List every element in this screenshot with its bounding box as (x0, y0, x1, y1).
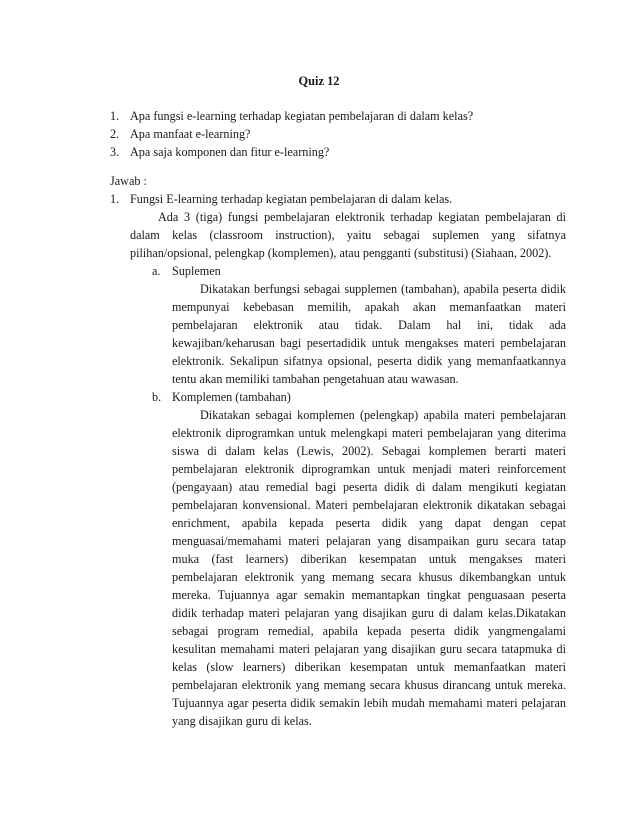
sub-item-paragraph: Dikatakan sebagai komplemen (pelengkap) apabila materi pembelajaran elektronik diprogramkan untuk melengkapi materi pembelajaran yang diterima siswa di dalam kelas (Lewis, 2002). Sebagai komplemen berarti materi pembelajaran elektronik diprogramkan untuk menjadi materi reinforcement (pengayaan) atau remedial bagi peserta didik di dalam mengikuti kegiatan pembelajaran konvensional. Materi pembelajaran elektronik dikatakan sebagai enrichment, apabila kepada peserta didik yang dapat dengan cepat menguasai/memahami materi pelajaran yang disampaikan guru secara tatap muka (fast learners) diberikan kesempatan untuk mengakses materi pembelajaran elektronik yang memang secara khusus dikembangkan untuk mereka. Tujuannya agar semakin memantapkan tingkat penguasaan peserta didik terhadap materi pelajaran yang disajikan guru di dalam kelas.Dikatakan sebagai program remedial, apabila kepada peserta didik yangmengalami kesulitan memahami materi pelajaran yang disajikan guru secara tatapmuka di kelas (slow learners) diberikan kesempatan untuk memanfaatkan materi pembelajaran elektronik yang memang secara khusus dirancang untuk mereka. Tujuannya agar peserta didik semakin lebih mudah memahami materi pelajaran yang disajikan guru di kelas. (172, 408, 566, 728)
answer-heading-row (110, 190, 566, 208)
sub-item-heading-row (152, 262, 566, 280)
list-item (110, 125, 570, 143)
answer-label: Jawab : (110, 174, 147, 188)
page-title: Quiz 12 (298, 74, 340, 88)
answer-heading: Fungsi E-learning terhadap kegiatan pembelajaran di dalam kelas. (130, 192, 453, 206)
question-text: Apa fungsi e-learning terhadap kegiatan pembelajaran di dalam kelas? (130, 109, 474, 123)
answer-intro-paragraph: Ada 3 (tiga) fungsi pembelajaran elektronik terhadap kegiatan pembelajaran di dalam kelas (classroom instruction), yaitu sebagai suplemen yang sifatnya pilihan/opsional, pelengkap (komplemen), atau pengganti (substitusi) (Siahaan, 2002). (130, 210, 566, 260)
answer-section (110, 190, 566, 730)
list-item (110, 143, 570, 161)
question-list (110, 107, 570, 161)
list-item (110, 107, 570, 125)
sub-item-paragraph: Dikatakan berfungsi sebagai supplemen (tambahan), apabila peserta didik mempunyai kebebasan memilih, apakah akan memanfaatkan materi pembelajaran elektronik atau tidak. Dalam hal ini, tidak ada kewajiban/keharusan bagi pesertadidik untuk mengakses materi pembelajaran elektronik. Sekalipun sifatnya opsional, peserta didik yang memanfaatkannya tentu akan memiliki tambahan pengetahuan atau wawasan. (172, 282, 566, 386)
sub-item-letter: a. (152, 264, 161, 278)
question-text: Apa manfaat e-learning? (130, 127, 251, 141)
answer-number: 1. (110, 192, 120, 206)
sub-item-suplemen (152, 262, 566, 388)
question-number: 1. (110, 109, 120, 123)
sub-item-heading: Komplemen (tambahan) (172, 390, 291, 404)
sub-item-heading: Suplemen (172, 264, 221, 278)
sub-item-letter: b. (152, 390, 162, 404)
sub-item-heading-row (152, 388, 566, 406)
question-number: 3. (110, 145, 120, 159)
question-number: 2. (110, 127, 120, 141)
sub-item-komplemen (152, 388, 566, 730)
question-text: Apa saja komponen dan fitur e-learning? (130, 145, 330, 159)
